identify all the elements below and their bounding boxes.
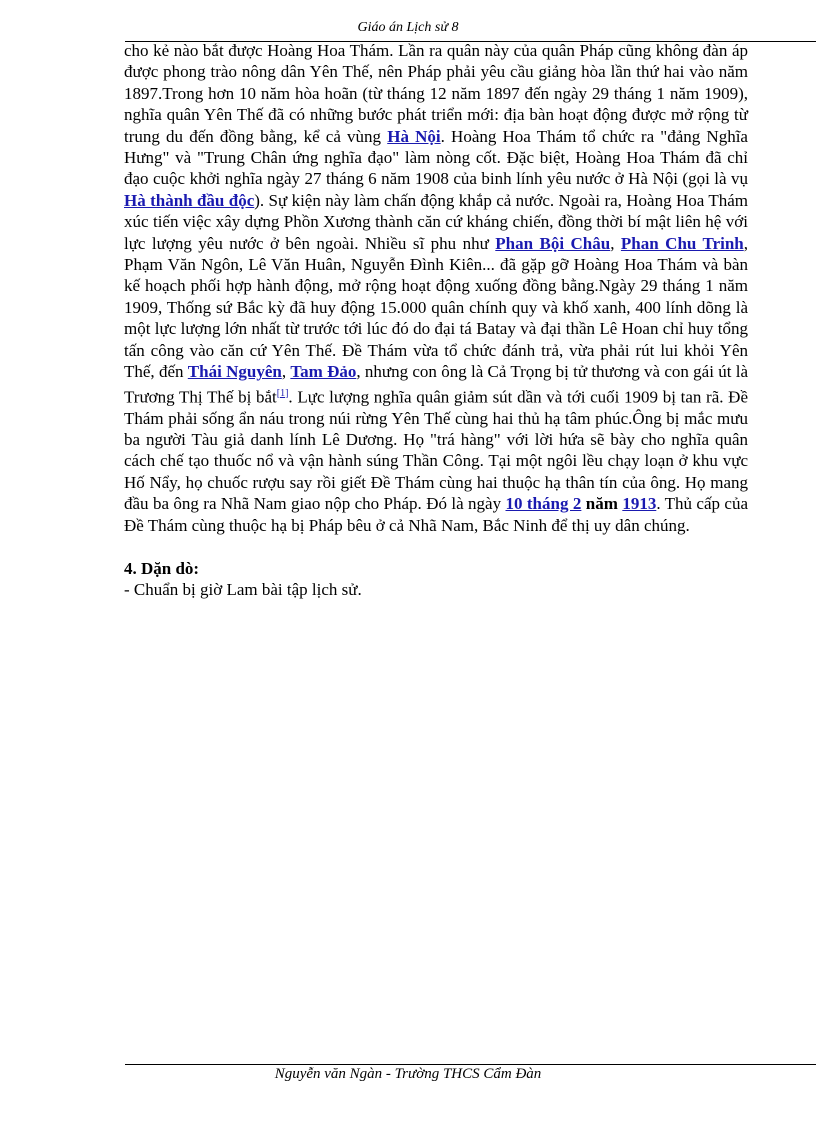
link-phan-boi-chau[interactable]: Phan Bội Châu bbox=[495, 233, 611, 253]
section-item: - Chuẩn bị giờ Lam bài tập lịch sử. bbox=[124, 580, 362, 600]
separator: , bbox=[281, 362, 291, 382]
link-tam-dao[interactable]: Tam Đảo bbox=[290, 362, 357, 382]
year-label: năm bbox=[585, 494, 618, 514]
footer-rule bbox=[125, 1064, 816, 1065]
footnote-link[interactable]: [1] bbox=[276, 387, 289, 399]
main-paragraph bbox=[124, 40, 748, 536]
text-segment: cho kẻ nào bắt được Hoàng Hoa Thám. Lần ra quân này của quân Pháp cũng không đàn áp được phong trào nông dân Yên Thế, nên Pháp phải yêu cầu giảng hòa lần thứ hai vào năm 1897.Trong hơn 10 năm hòa hoãn (từ tháng 12 năm 1897 đến ngày 29 tháng 1 năm 1909), nghĩa quân Yên Thế đã có những bước phát triển mới: địa bàn hoạt động được mở rộng từ trung du đến đồng bằng, kể cả vùng bbox=[124, 41, 748, 146]
separator: , bbox=[610, 233, 621, 253]
text-segment: ). Sự kiện này làm chấn động khắp cả nước. Ngoài ra, Hoàng Hoa Thám xúc tiến việc xây dựng Phồn Xương thành căn cứ kháng chiến, đồng thời bí mật liên hệ với lực lượng yêu nước ở bên ngoài. Nhiều sĩ phu như bbox=[124, 190, 748, 253]
link-ha-thanh-dau-doc[interactable]: Hà thành đầu độc bbox=[124, 190, 255, 210]
text-segment: , nhưng con ông là Cả Trọng bị tử thương và con gái út là Trương Thị Thế bị bắt bbox=[124, 362, 749, 407]
text-segment: . Thủ cấp của Đề Thám cùng thuộc hạ bị Pháp bêu ở cả Nhã Nam, Bắc Ninh để thị uy dân chúng. bbox=[124, 494, 749, 535]
section-homework bbox=[124, 558, 748, 601]
page-header: Giáo án Lịch sử 8 bbox=[357, 20, 459, 35]
text-segment: . Lực lượng nghĩa quân giảm sút dần và tới cuối 1909 bị tan rã. Đề Thám phải sống ẩn náu trong núi rừng Yên Thế cùng hai thủ hạ tâm phúc.Ông bị mắc mưu ba người Tàu giả danh lính Lê Dương. Họ "trá hàng" với lời hứa sẽ bày cho nghĩa quân cách chế tạo thuốc nổ và vận hành súng Thần Công. Tại một ngôi lều chạy loạn ở khu vực Hố Nẩy, họ chuốc rượu say rồi giết Đề Thám cùng hai thuộc hạ thân tín của ông. Họ mang đầu ba ông ra Nhã Nam giao nộp cho Pháp. Đó là ngày bbox=[124, 387, 748, 514]
text-segment: . Hoàng Hoa Thám tổ chức ra "đảng Nghĩa Hưng" và "Trung Chân ứng nghĩa đạo" làm nòng cốt. Đặc biệt, Hoàng Hoa Thám đã chỉ đạo cuộc khởi nghĩa ngày 27 tháng 6 năm 1908 của binh lính yêu nước ở Hà Nội (gọi là vụ bbox=[124, 126, 748, 189]
link-ha-noi[interactable]: Hà Nội bbox=[387, 126, 441, 146]
text-segment: , Phạm Văn Ngôn, Lê Văn Huân, Nguyễn Đình Kiên... đã gặp gỡ Hoàng Hoa Thám và bàn kế hoạch phối hợp hành động, mở rộng hoạt động xuống đồng bằng.Ngày 29 tháng 1 năm 1909, Thống sứ Bắc kỳ đã huy động 15.000 quân chính quy và khố xanh, 400 lính dõng là một lực lượng lớn nhất từ trước tới lúc đó do đại tá Batay và đại thần Lê Hoan chỉ huy tổng tấn công vào căn cứ Yên Thế. Đề Thám vừa tổ chức đánh trả, vừa phải rút lui khỏi Yên Thế, đến bbox=[124, 233, 748, 382]
link-thai-nguyen[interactable]: Thái Nguyên bbox=[187, 362, 282, 382]
link-date[interactable]: 10 tháng 2 bbox=[505, 494, 582, 514]
section-heading: 4. Dặn dò: bbox=[124, 559, 200, 578]
link-phan-chu-trinh[interactable]: Phan Chu Trinh bbox=[620, 233, 744, 253]
link-year[interactable]: 1913 bbox=[622, 494, 657, 514]
document-body bbox=[124, 40, 748, 601]
page-footer: Nguyễn văn Ngàn - Trường THCS Cẩm Đàn bbox=[274, 1066, 542, 1082]
